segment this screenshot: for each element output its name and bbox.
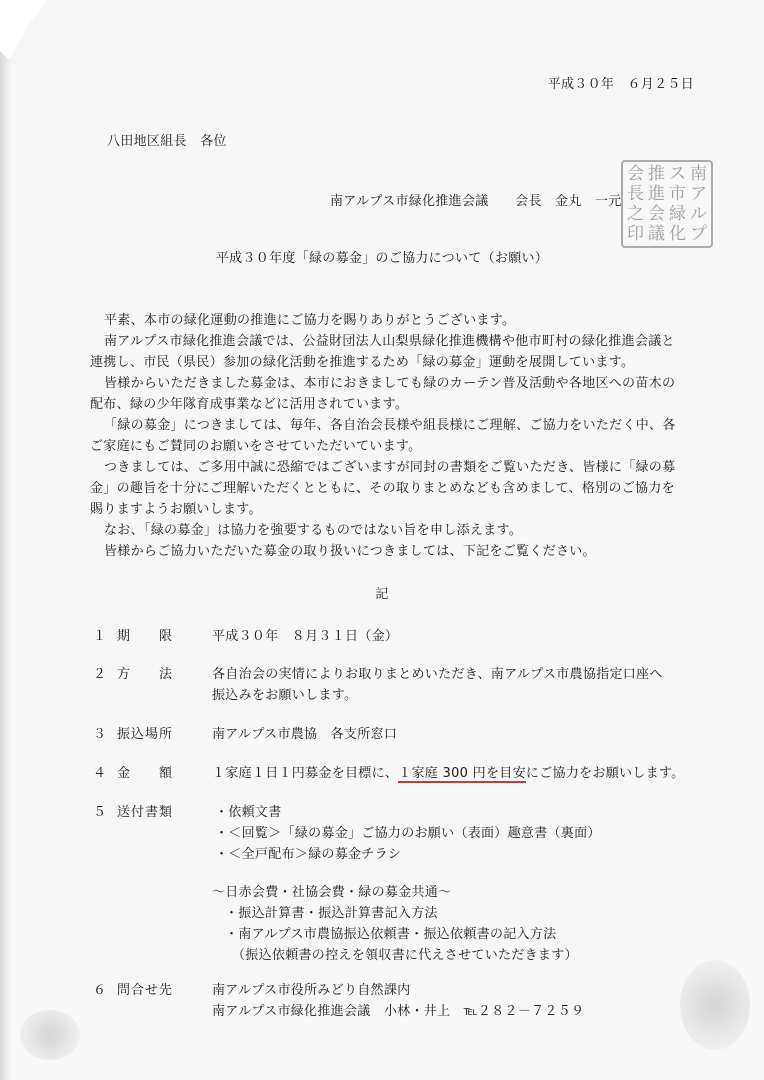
document-date: 平成３０年 ６月２５日: [547, 77, 694, 92]
body-paragraph-line: つきましては、ご多用中誠に恐縮ではございますが同封の書類をご覧いただき、皆様に「緑の募: [104, 460, 676, 475]
body-paragraph-line: 金」の趣旨を十分にご理解いただくとともに、その取りまとめなども含めまして、格別のご協力を: [90, 481, 675, 496]
document-list-item: ・＜全戸配布＞緑の募金チラシ: [215, 847, 402, 862]
common-document-note: （振込依頼書の控えを領収書に代えさせていただきます）: [232, 948, 578, 963]
document-list-item: ・依頼文書: [215, 805, 282, 820]
item-label-documents: 送付書類: [117, 805, 174, 820]
document-title: 平成３０年度「緑の募金」のご協力について（お願い）: [215, 251, 549, 266]
item-number: ３: [93, 727, 107, 742]
item-deadline-value: 平成３０年 ８月３１日（金）: [212, 629, 399, 644]
body-paragraph-line: 皆様からご協力いただいた募金の取り扱いにつきましては、下記をご覧ください。: [104, 544, 596, 559]
body-paragraph-line: 賜りますようお願いします。: [90, 502, 262, 517]
torn-corner: [0, 0, 48, 60]
item-number: ４: [93, 766, 107, 781]
body-paragraph-line: 南アルプス市緑化推進会議では、公益財団法人山梨県緑化推進機構や他市町村の緑化推進会議と: [104, 334, 675, 349]
item-method-text: 振込みをお願いします。: [212, 688, 358, 703]
item-method-text: 各自治会の実情によりお取りまとめいただき、南アルプス市農協指定口座へ: [212, 667, 663, 682]
item-number: ２: [93, 667, 107, 682]
body-paragraph-line: ご家庭にもご賛同のお願いをさせていただいています。: [90, 439, 422, 454]
item-amount-text: [212, 765, 684, 783]
amount-text-post: にご協力をお願いします。: [525, 766, 685, 781]
scan-smudge: [20, 1010, 80, 1060]
amount-text-pre: １家庭１日１円募金を目標に、: [212, 766, 399, 781]
body-paragraph-line: 「緑の募金」につきましては、毎年、各自治会長様や組長様にご理解、ご協力をいただく中、各: [104, 418, 676, 433]
body-paragraph-line: 連携し、市民（県民）参加の緑化活動を推進するため「緑の募金」運動を展開しています。: [90, 355, 635, 370]
common-document-item: ・振込計算書・振込計算書記入方法: [225, 906, 438, 921]
body-paragraph-line: 皆様からいただきました募金は、本市におきましても緑のカーテン普及活動や各地区への苗木の: [104, 376, 676, 391]
item-number: １: [93, 629, 107, 644]
body-paragraph-line: なお、「緑の募金」は協力を強要するものではない旨を申し添えます。: [104, 523, 523, 538]
body-paragraph-line: 配布、緑の少年隊育成事業などに活用されています。: [90, 397, 409, 412]
scan-edge-shadow: [0, 0, 12, 1080]
item-label-payment-place: 振込場所: [117, 727, 174, 742]
contact-line: 南アルプス市緑化推進会議 小林・井上 ℡２８２－７２５９: [212, 1004, 585, 1019]
item-number: ５: [93, 805, 107, 820]
item-number: ６: [93, 983, 107, 998]
addressee: 八田地区組長 各位: [107, 134, 227, 149]
official-seal-stamp: 会 推 ス 南 長 進 市 ア 之 会 緑 ル 印 議 化 プ: [621, 160, 713, 248]
common-document-item: ・南アルプス市農協振込依頼書・振込依頼書の記入方法: [225, 927, 557, 942]
common-documents-heading: ～日赤会費・社協会費・緑の募金共通～: [212, 885, 452, 900]
contact-line: 南アルプス市役所みどり自然課内: [212, 983, 411, 998]
body-paragraph-line: 平素、本市の緑化運動の推進にご協力を賜りありがとうございます。: [104, 313, 516, 328]
item-label-method: 方 法: [117, 667, 174, 682]
item-label-deadline: 期 限: [117, 629, 174, 644]
ki-heading: 記: [375, 587, 389, 602]
item-label-contact: 問合せ先: [117, 983, 174, 998]
item-label-amount: 金 額: [117, 766, 174, 781]
document-list-item: ・＜回覧＞「緑の募金」ご協力のお願い（表面）趣意書（裏面）: [215, 826, 601, 841]
item-payment-place-value: 南アルプス市農協 各支所窓口: [212, 727, 398, 742]
sender-line: 南アルプス市緑化推進会議 会長 金丸 一元: [330, 194, 622, 209]
scan-smudge: [680, 960, 750, 1050]
amount-underlined-text: １家庭 300 円を目安: [398, 766, 526, 781]
